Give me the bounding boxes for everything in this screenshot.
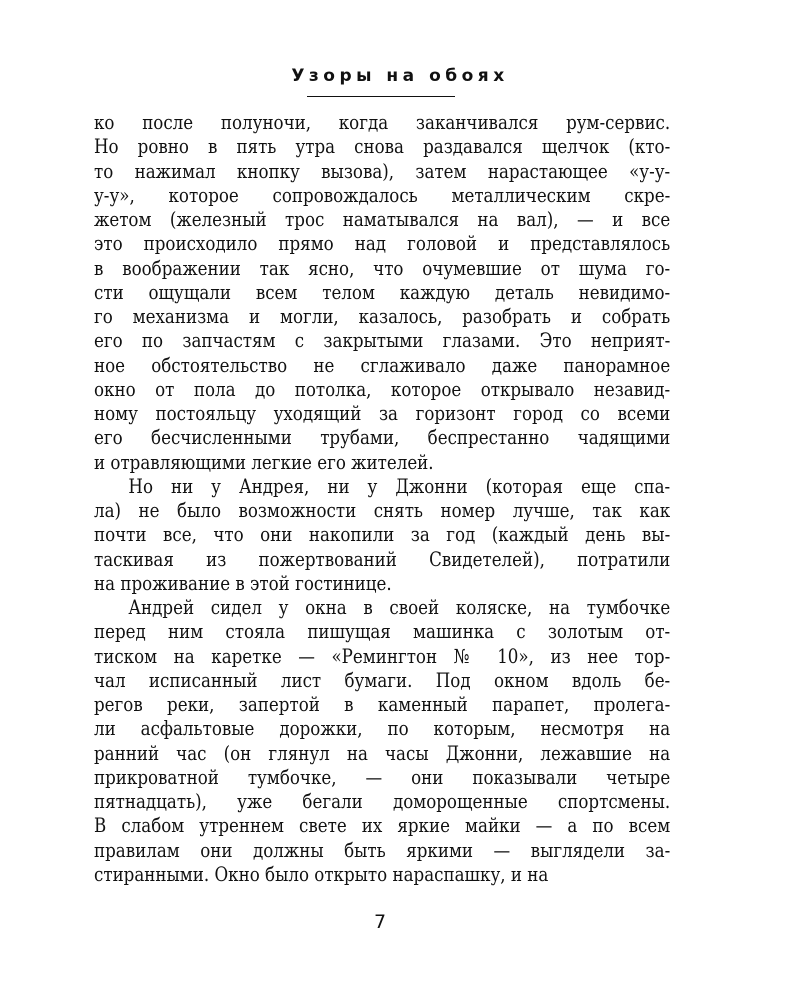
text-line: ное обстоятельство не сглаживало даже панорамное	[94, 353, 671, 377]
text-line: жетом (железный трос наматывался на вал), — и все	[94, 208, 671, 231]
text-line: ко после полуночи, когда заканчивался рум-сервис.	[94, 111, 671, 134]
running-header: Узоры на обоях	[291, 66, 509, 86]
text-line: окно от пола до потолка, которое открывало незавид-	[94, 377, 671, 401]
text-line: пятнадцать), уже бегали доморощенные спортсмены.	[94, 790, 671, 813]
text-line: ла) не было возможности снять номер лучше, так как	[94, 499, 671, 522]
text-line: Но ровно в пять утра снова раздавался щелчок (кто-	[94, 135, 671, 159]
text-line: ранний час (он глянул на часы Джонни, лежавшие на	[94, 741, 671, 765]
text-line: прикроватной тумбочке, — они показывали четыре	[94, 765, 671, 789]
page-number: 7	[373, 911, 387, 933]
text-line: В слабом утреннем свете их яркие майки — а по всем	[94, 814, 671, 838]
text-line: ному постояльцу уходящий за горизонт город со всеми	[94, 402, 671, 425]
text-line: Андрей сидел у окна в своей коляске, на тумбочке	[128, 596, 671, 619]
text-line: ли асфальтовые дорожки, по которым, несмотря на	[94, 717, 671, 741]
body-text	[94, 111, 671, 887]
text-line: сти ощущали всем телом каждую деталь невидимо-	[94, 280, 671, 304]
text-line: почти все, что они накопили за год (каждый день вы-	[94, 523, 671, 547]
text-line: и отравляющими легкие его жителей.	[94, 450, 434, 474]
text-line: перед ним стояла пишущая машинка с золотым от-	[94, 620, 671, 644]
text-line: таскивая из пожертвований Свидетелей), потратили	[94, 547, 671, 571]
header-rule	[307, 96, 455, 97]
text-line: это происходило прямо над головой и представлялось	[94, 232, 671, 256]
text-line: го механизма и могли, казалось, разобрать и собрать	[94, 305, 671, 328]
text-line: правилам они должны быть яркими — выглядели за-	[94, 838, 671, 862]
text-line: тиском на каретке — «Ремингтон № 10», из нее тор-	[94, 644, 671, 668]
text-line: регов реки, запертой в каменный парапет, пролега-	[94, 693, 671, 716]
text-line: в воображении так ясно, что очумевшие от шума го-	[94, 256, 671, 280]
text-line: его по запчастям с закрытыми глазами. Это неприят-	[94, 329, 671, 353]
text-line: у-у», которое сопровождалось металлическим скре-	[94, 183, 671, 207]
text-line: его бесчисленными трубами, беспрестанно чадящими	[94, 426, 671, 450]
text-line: Но ни у Андрея, ни у Джонни (которая еще спа-	[128, 474, 671, 498]
text-line: то нажимал кнопку вызова), затем нарастающее «у-у-	[94, 159, 671, 183]
text-line: стиранными. Окно было открыто нараспашку, и на	[94, 862, 549, 886]
text-line: на проживание в этой гостинице.	[94, 571, 392, 595]
text-line: чал исписанный лист бумаги. Под окном вдоль бе-	[94, 668, 671, 692]
